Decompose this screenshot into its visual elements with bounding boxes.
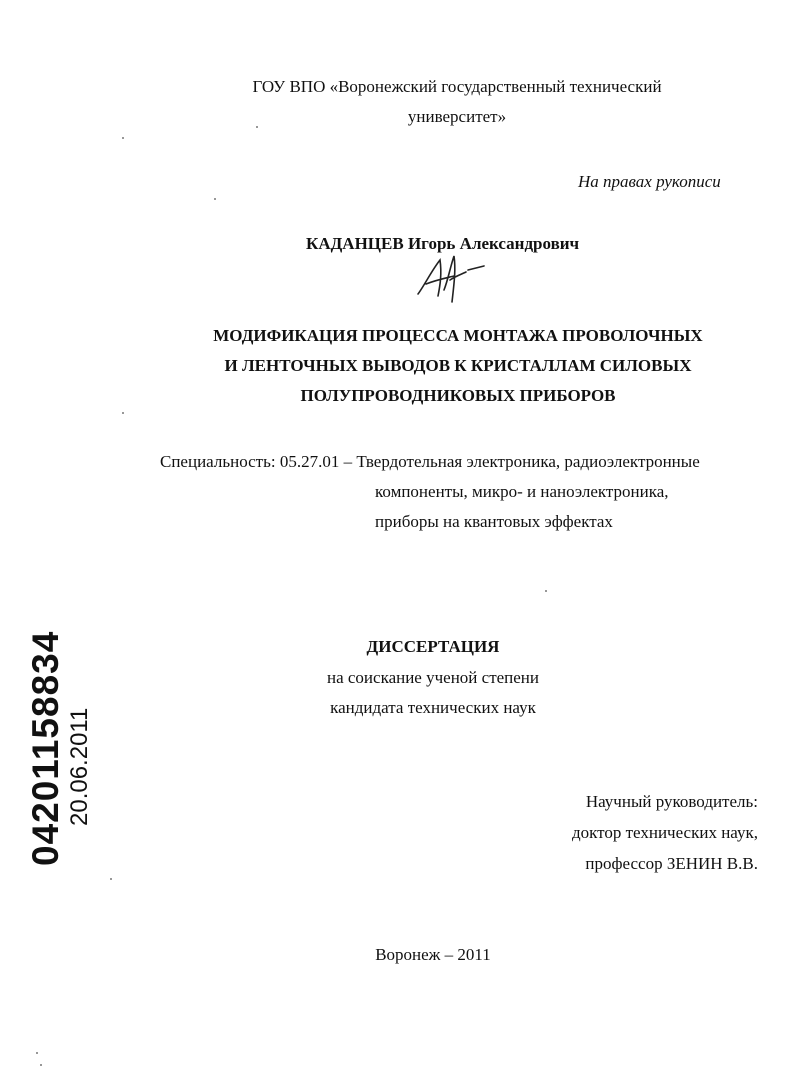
library-stamp-date: 20.06.2011 [66,707,93,826]
scan-speck [122,137,124,139]
title-line-3: ПОЛУПРОВОДНИКОВЫХ ПРИБОРОВ [300,386,616,405]
library-stamp-number: 04201158834 [25,630,66,866]
degree-line-2: кандидата технических наук [330,698,536,717]
institution-line-1: ГОУ ВПО «Воронежский государственный технический [252,77,662,96]
scan-speck [214,198,216,200]
title-line-1: МОДИФИКАЦИЯ ПРОЦЕССА МОНТАЖА ПРОВОЛОЧНЫХ [213,326,703,345]
scan-speck [36,1052,38,1054]
scan-speck [122,412,124,414]
institution-line-2: университет» [407,107,507,126]
degree-line-1: на соискание ученой степени [326,668,540,687]
supervisor-line-1: Научный руководитель: [585,792,758,811]
scan-speck [110,878,112,880]
author-surname-first-name: КАДАНЦЕВ Игорь [306,234,456,253]
supervisor-line-3: профессор ЗЕНИН В.В. [585,854,758,873]
manuscript-note: На правах рукописи [578,172,721,191]
supervisor-line-2: доктор технических наук, [571,823,758,842]
specialty-line-1: Специальность: 05.27.01 – Твердотельная электроника, радиоэлектронные [160,452,700,471]
document-type: ДИССЕРТАЦИЯ [366,637,500,656]
scan-speck [40,1064,42,1066]
author-signature [410,246,490,306]
specialty-line-3: приборы на квантовых эффектах [375,512,613,531]
scan-speck [545,590,547,592]
scan-speck [256,126,258,128]
specialty-line-2: компоненты, микро- и наноэлектроника, [375,482,669,501]
place-year: Воронеж – 2011 [375,945,491,964]
title-line-2: И ЛЕНТОЧНЫХ ВЫВОДОВ К КРИСТАЛЛАМ СИЛОВЫХ [224,356,692,375]
author-patronymic: Александрович [459,234,580,253]
